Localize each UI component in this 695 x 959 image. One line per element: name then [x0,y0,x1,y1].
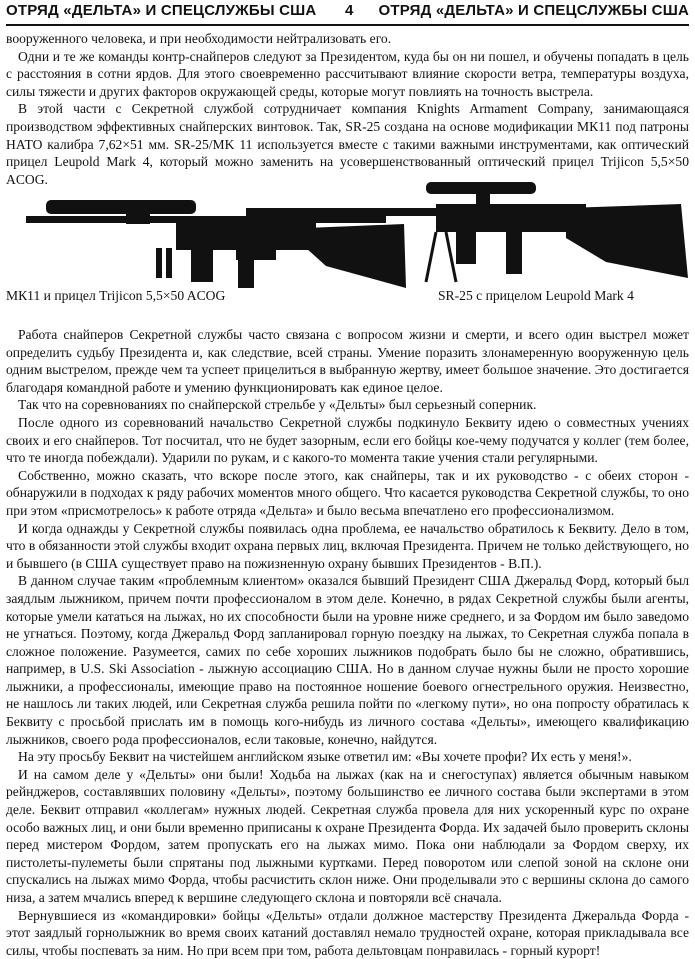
paragraph: Вернувшиеся из «командировки» бойцы «Дельты» отдали должное мастерству Президента Джеральда Форда - этот заядлый горнолыжник во время своих катаний доставлял немало трудностей охране, которая прикладывала все силы, чтобы поспевать за ним. Но при всем при том, работа дельтовцам понравилась - горный курорт! [6,907,689,958]
paragraph: Собственно, можно сказать, что вскоре после этого, как снайперы, так и их руководство - с обеих сторон - обнаружили в подходах к ряду рабочих моментов много общего. Что касается руководства Секретной службы, то оно при этом «присмотрелось» к работе отряда «Дельта» и было весьма впечатлено его профессионализмом. [6,467,689,518]
running-header [6,2,689,24]
page-number: 4 [345,2,354,19]
header-title-left: ОТРЯД «ДЕЛЬТА» И СПЕЦСЛУЖБЫ США [6,2,317,19]
header-title-right: ОТРЯД «ДЕЛЬТА» И СПЕЦСЛУЖБЫ США [378,2,689,19]
paragraph: Работа снайперов Секретной службы часто связана с вопросом жизни и смерти, и всего один выстрел может определить судьбу Президента и, как следствие, всей страны. Умение поразить злонамеренную вооруженную цель одним выстрелом, прежде чем та успеет прицелиться в выбранную жертву, имеет большое значение. Это достигается благодаря командной работе и умению функционировать как единое целое. [6,327,689,395]
paragraph: Одни и те же команды контр-снайперов следуют за Президентом, куда бы он ни пошел, и обучены попадать в цель с расстояния в сотни ярдов. Для этого своевременно рассчитывают влияние скорости ветра, температуры воздуха, силы тяжести и других факторов окружающей среды, которые могут повлиять на точность выстрела. [6,48,689,99]
paragraph: Так что на соревнованиях по снайперской стрельбе у «Дельты» был серьезный соперник. [18,397,537,413]
text-block-main [6,326,689,959]
caption-mk11: МК11 и прицел Trijicon 5,5×50 ACOG [6,288,226,303]
paragraph: И когда однажды у Секретной службы появилась одна проблема, ее начальство обратилось к Беквиту. Дело в том, что в обязанности этой службы входит охрана первых лиц, включая Президента. Причем не только действующего, но и бывшего (в США существует право на пожизненную охрану бывших Президентов - В.П.). [6,520,689,571]
text-block-top [6,30,689,188]
paragraph: вооруженного человека, и при необходимости нейтрализовать его. [6,31,392,46]
paragraph: На эту просьбу Беквит на чистейшем английском языке ответил им: «Вы хочете профи? Их есть у меня!». [18,749,632,765]
caption-sr25: SR-25 с прицелом Leupold Mark 4 [438,288,634,303]
paragraph: В этой части с Секретной службой сотрудничает компания Knights Armament Company, занимающаяся производством эффективных снайперских винтовок. Так, SR-25 создана на основе модификации МК11 под патроны НАТО калибра 7,62×51 мм. SR-25/MK 11 используется вместе с такими важными инструментами, как оптический прицел Leupold Mark 4, который можно заменить на усовершенствованный оптический прицел Trijicon 5,5×50 ACOG. [6,101,689,187]
paragraph: После одного из соревнований начальство Секретной службы подкинуло Беквиту идею о совместных учениях своих и его снайперов. Тот посчитал, что не будет зазорным, если его бойцы кое-чему подучатся у коллег (тем более, что те иногда побеждали). Ударили по рукам, и с какого-то момента такие учения стали регулярными. [6,414,689,466]
paragraph: В данном случае таким «проблемным клиентом» оказался бывший Президент США Джеральд Форд, который был заядлым лыжником, причем почти профессионалом в этом деле. Конечно, в рядах Секретной службы были агенты, которые умели кататься на лыжах, но их способности были на уровне ниже среднего, и за Фордом им было заведомо не угнаться. Поэтому, когда Джеральд Форд запланировал горную поездку на лыжах, то Секретная служба попала в сложное положение. Разумеется, самих по себе хороших лыжников подобрать было бы не сложно, обратившись, например, в U.S. Ski Association - лыжную ассоциацию США. Но в данном случае нужны были не просто хорошие лыжники, а профессионалы, имеющие право на постоянное ношение боевого огнестрельного оружия. Неизвестно, не нашлось ли таких людей, или Секретная служба решила пойти по «легкому пути», но она попросту обратилась к Беквиту с просьбой прислать им в помощь кого-нибудь из личного состава «Дельты», имеющего квалификацию лыжников, своего рода профессионалов, если таковые, конечно, найдутся. [6,573,689,747]
header-rule [6,24,689,26]
paragraph: И на самом деле у «Дельты» они были! Ходьба на лыжах (как на и снегоступах) является обычным навыком рейнджеров, составлявших половину «Дельты», поэтому большинство ее личного состава были экспертами в этом деле. Беквит отправил «коллегам» нужных людей. Секретная служба провела для них ускоренный курс по охране особо важных лиц, и они были временно приписаны к охране Президента Форда. Их задачей было проверить склоны перед мистером Фордом, затем пропускать его на лыжах мимо. Пока они наблюдали за Фордом сверху, их пистолеты-пулеметы были спрятаны под лыжными куртками. Перед поворотом или слепой зоной на склоне они спускались на лыжах мимо Форда, чтобы расчистить склон ниже. Они проделывали это с вершины склона до самого низа, а затем мчались вперед к вершине следующего склона и повторяли всё сначала. [6,766,689,905]
